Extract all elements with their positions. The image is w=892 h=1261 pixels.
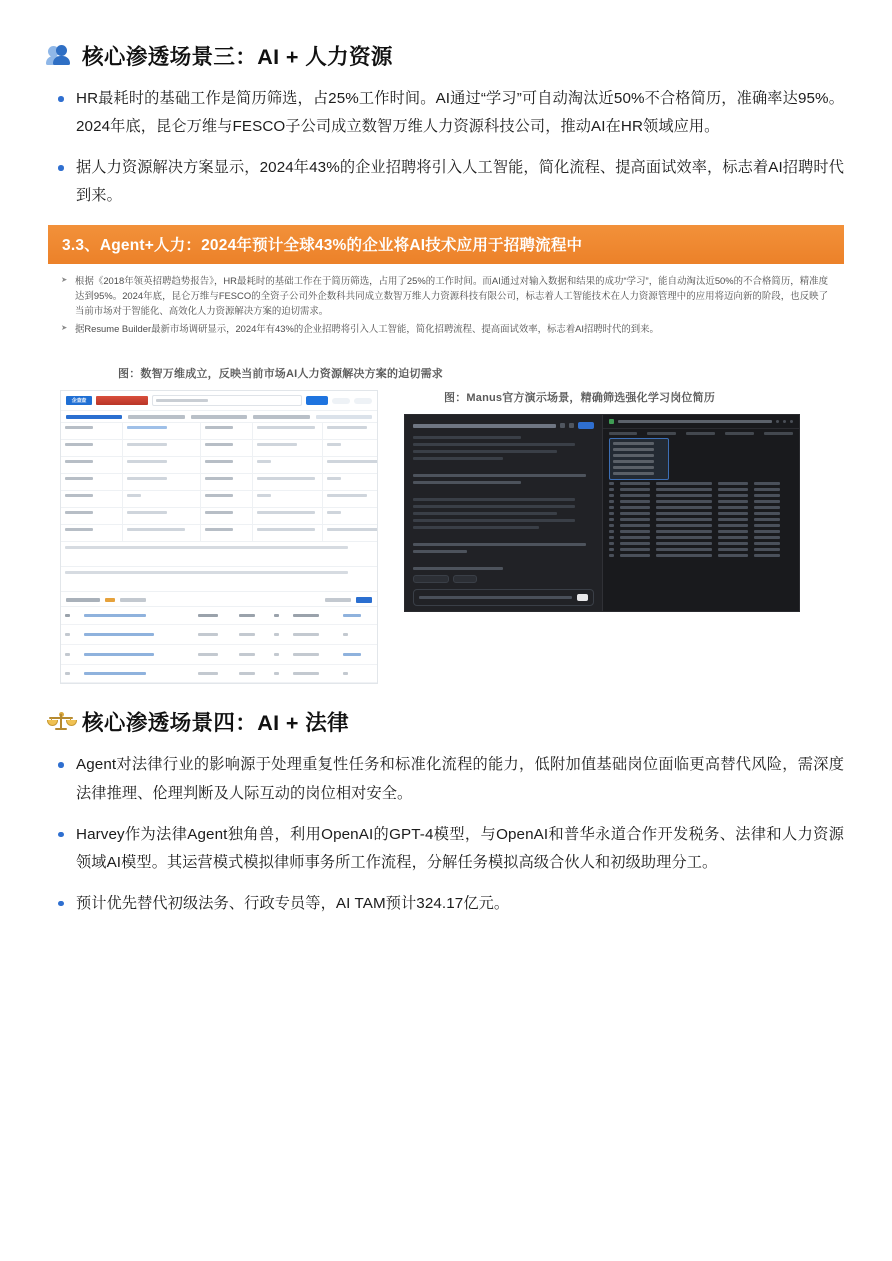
col-date (289, 607, 339, 625)
table-row (609, 542, 793, 545)
manus-attachment-row (413, 575, 594, 583)
qcc-scope-row (61, 542, 377, 567)
grid-value (323, 491, 377, 508)
grid-value (323, 440, 377, 457)
list-item: Agent对法律行业的影响源于处理重复性任务和标准化流程的能力，低附加值基础岗位面临更高替代风险，需深度法律推理、伦理判断及人际互动的岗位相对安全。 (48, 751, 844, 807)
doc-line (413, 450, 557, 453)
cell-index (61, 665, 80, 683)
grid-value (123, 440, 201, 457)
manus-status-bar (413, 611, 521, 612)
cell-shareholder-name (80, 665, 194, 683)
manus-prompt-bar[interactable] (413, 589, 594, 606)
grid-value (253, 525, 323, 542)
column-header[interactable] (764, 432, 793, 435)
page-title: 核心渗透场景四：AI + 法律 (82, 711, 350, 736)
minimize-icon[interactable] (776, 420, 779, 423)
doc-line (413, 567, 503, 570)
page-title: 核心渗透场景三：AI + 人力资源 (82, 45, 393, 69)
tab-basic-info[interactable] (66, 415, 122, 419)
cell-ratio (194, 665, 235, 683)
grid-label (201, 474, 253, 491)
grid-label (201, 508, 253, 525)
embedded-slide-figure (48, 225, 844, 685)
balance-scales-icon (48, 710, 72, 734)
tab-operations[interactable] (253, 415, 309, 419)
section-hr (48, 40, 844, 684)
grid-label (201, 491, 253, 508)
col-ratio (194, 607, 235, 625)
doc-line (413, 457, 503, 460)
section-heading-hr (48, 40, 844, 71)
grid-label (61, 508, 123, 525)
table-row (609, 482, 793, 485)
table-row (609, 488, 793, 491)
qcc-search-input[interactable] (152, 395, 302, 406)
doc-line (413, 443, 575, 446)
grid-value (123, 457, 201, 474)
grid-value (123, 474, 201, 491)
grid-value (253, 440, 323, 457)
grid-label (201, 525, 253, 542)
filter-chip[interactable] (120, 598, 146, 602)
table-row (609, 500, 793, 503)
edit-icon[interactable] (560, 423, 565, 428)
list-item: Harvey作为法律Agent独角兽，利用OpenAI的GPT-4模型，与OpenAI和普华永道合作开发税务、法律和人力资源领域AI模型。其运营模式模拟律师事务所工作流程，分解任务模拟高级合伙人和初级助理分工。 (48, 821, 844, 877)
slide-banner-title: 3.3、Agent+人力：2024年预计全球43%的企业将AI技术应用于招聘流程中 (48, 225, 844, 264)
cell-index (61, 645, 80, 665)
grid-value (253, 491, 323, 508)
cell-date (289, 645, 339, 665)
busts-in-silhouette-icon (48, 44, 72, 68)
column-header[interactable] (609, 432, 638, 435)
candidate-line (413, 512, 557, 515)
col-index (61, 607, 80, 625)
spreadsheet-column-headers (603, 429, 799, 438)
section-heading-legal (48, 706, 844, 737)
send-button[interactable] (577, 594, 588, 601)
qcc-company-record-screenshot (60, 390, 378, 684)
doc-line (413, 436, 521, 439)
bullet-list-hr (48, 85, 844, 211)
grid-value (323, 525, 377, 542)
cell-paid (270, 665, 289, 683)
cell-date (289, 625, 339, 645)
cell-chain (339, 665, 377, 683)
tab-risk[interactable] (191, 415, 247, 419)
candidate-line (413, 498, 575, 501)
cell-ratio (194, 625, 235, 645)
spreadsheet-selected-cell[interactable] (609, 438, 669, 480)
manus-document-pane (405, 415, 602, 611)
cell-shareholder-name (80, 645, 194, 665)
qcc-logo: 企查查 (66, 396, 92, 405)
spreadsheet-icon (609, 419, 614, 424)
spreadsheet-header (603, 415, 799, 429)
left-screenshot-column (60, 365, 443, 684)
column-header[interactable] (686, 432, 715, 435)
doc-line (413, 481, 521, 484)
grid-value (253, 423, 323, 440)
qcc-shareholder-toolbar (61, 592, 377, 607)
grid-value (323, 423, 377, 440)
tab-legal[interactable] (128, 415, 184, 419)
grid-label (61, 474, 123, 491)
grid-value (253, 474, 323, 491)
cell-shareholder-name (80, 625, 194, 645)
attachment-chip[interactable] (453, 575, 477, 583)
manus-document-header (413, 422, 594, 429)
copy-icon[interactable] (569, 423, 574, 428)
cell-subscribed (235, 665, 270, 683)
doc-line (413, 543, 586, 546)
column-header[interactable] (725, 432, 754, 435)
grid-label (61, 525, 123, 542)
col-chain (339, 607, 377, 625)
qcc-detail-grid (61, 423, 377, 542)
manus-demo-dark-screenshot (404, 414, 800, 612)
grid-value (123, 423, 201, 440)
close-icon[interactable] (790, 420, 793, 423)
section-legal (48, 706, 844, 918)
table-row (609, 512, 793, 515)
grid-value (253, 508, 323, 525)
qcc-shareholder-table (61, 607, 377, 683)
table-row (61, 665, 377, 683)
grid-value (123, 491, 201, 508)
spreadsheet-rows (603, 480, 799, 562)
grid-label (61, 423, 123, 440)
grid-value (123, 525, 201, 542)
candidate-line (413, 526, 539, 529)
cell-date (289, 665, 339, 683)
export-label[interactable] (325, 598, 351, 602)
prompt-input[interactable] (419, 596, 572, 599)
grid-label (61, 440, 123, 457)
qcc-banner-ad (96, 396, 148, 405)
grid-label (201, 457, 253, 474)
cell-subscribed (235, 625, 270, 645)
figure-caption-right: 图：Manus官方演示场景，精确筛选强化学习岗位简历 (444, 392, 716, 405)
table-row (609, 554, 793, 557)
section-label (66, 598, 100, 602)
qcc-nav-pill[interactable] (354, 398, 372, 404)
table-row (609, 548, 793, 551)
list-item: 据人力资源解决方案显示，2024年43%的企业招聘将引入人工智能，简化流程、提高面试效率，标志着AI招聘时代到来。 (48, 154, 844, 210)
spreadsheet-filename (618, 420, 772, 423)
cell-index (61, 625, 80, 645)
col-shareholder-name (80, 607, 194, 625)
table-row (609, 536, 793, 539)
table-row (61, 625, 377, 645)
table-row (61, 645, 377, 665)
attachment-chip[interactable] (413, 575, 449, 583)
cell-chain[interactable] (339, 645, 377, 665)
col-paid (270, 607, 289, 625)
candidate-line (413, 505, 575, 508)
qcc-nav-pill[interactable] (332, 398, 350, 404)
cell-paid (270, 645, 289, 665)
column-header[interactable] (647, 432, 676, 435)
table-header-row (61, 607, 377, 625)
grid-label (201, 423, 253, 440)
manus-document-title (413, 424, 556, 428)
grid-value (323, 457, 377, 474)
doc-line (413, 474, 586, 477)
filter-chip[interactable] (105, 598, 115, 602)
slide-bullet: ➤ 根据《2018年领英招聘趋势报告》，HR最耗时的基础工作在于简历筛选，占用了25%的工作时间。而AI通过对输入数据和结果的成功“学习”，能自动淘汰近50%的不合格简历，精准度达到95%。2024年底，昆仑万维与FESCO的全资子公司外企数科共同成立数智万维人力资源科技有限公司，标志着人工智能技术在人力资源管理中的应用将迈向新的阶段，也反映了当前市场对于智能化、高效化人力资源解决方案的迫切需求。 (60, 273, 828, 319)
slide-screenshots (48, 365, 844, 684)
table-row (609, 530, 793, 533)
grid-value (323, 508, 377, 525)
right-screenshot-column (404, 365, 800, 612)
cell-ratio (194, 645, 235, 665)
table-row (609, 518, 793, 521)
manus-spreadsheet-pane (602, 415, 799, 611)
grid-value (253, 457, 323, 474)
maximize-icon[interactable] (783, 420, 786, 423)
grid-value (323, 474, 377, 491)
candidate-line (413, 519, 575, 522)
cell-chain (339, 625, 377, 645)
grid-value (123, 508, 201, 525)
qcc-search-button[interactable] (306, 396, 328, 405)
table-row (609, 494, 793, 497)
slide-body (48, 264, 844, 344)
cell-paid (270, 625, 289, 645)
table-row (609, 506, 793, 509)
col-subscribed (235, 607, 270, 625)
bullet-list-legal (48, 751, 844, 918)
qcc-scope-row (61, 567, 377, 592)
manus-primary-button[interactable] (578, 422, 594, 429)
tab-ip[interactable] (316, 415, 372, 419)
list-item: HR最耗时的基础工作是简历筛选，占25%工作时间。AI通过“学习”可自动淘汰近50%不合格简历，准确率达95%。2024年底，昆仑万维与FESCO子公司成立数智万维人力资源科技公司，推动AI在HR领域应用。 (48, 85, 844, 141)
grid-label (61, 457, 123, 474)
slide-bullet: ➤ 据Resume Builder最新市场调研显示，2024年有43%的企业招聘将引入人工智能，简化招聘流程、提高面试效率，标志着AI招聘时代的到来。 (60, 321, 828, 336)
table-row (609, 524, 793, 527)
grid-label (61, 491, 123, 508)
grid-label (201, 440, 253, 457)
cell-subscribed (235, 645, 270, 665)
qcc-toolbar (61, 391, 377, 411)
qcc-tab-strip[interactable] (61, 411, 377, 423)
doc-line (413, 550, 467, 553)
qcc-badge (356, 597, 372, 603)
list-item: 预计优先替代初级法务、行政专员等，AI TAM预计324.17亿元。 (48, 890, 844, 918)
figure-caption-left: 图：数智万维成立，反映当前市场AI人力资源解决方案的迫切需求 (118, 368, 443, 381)
